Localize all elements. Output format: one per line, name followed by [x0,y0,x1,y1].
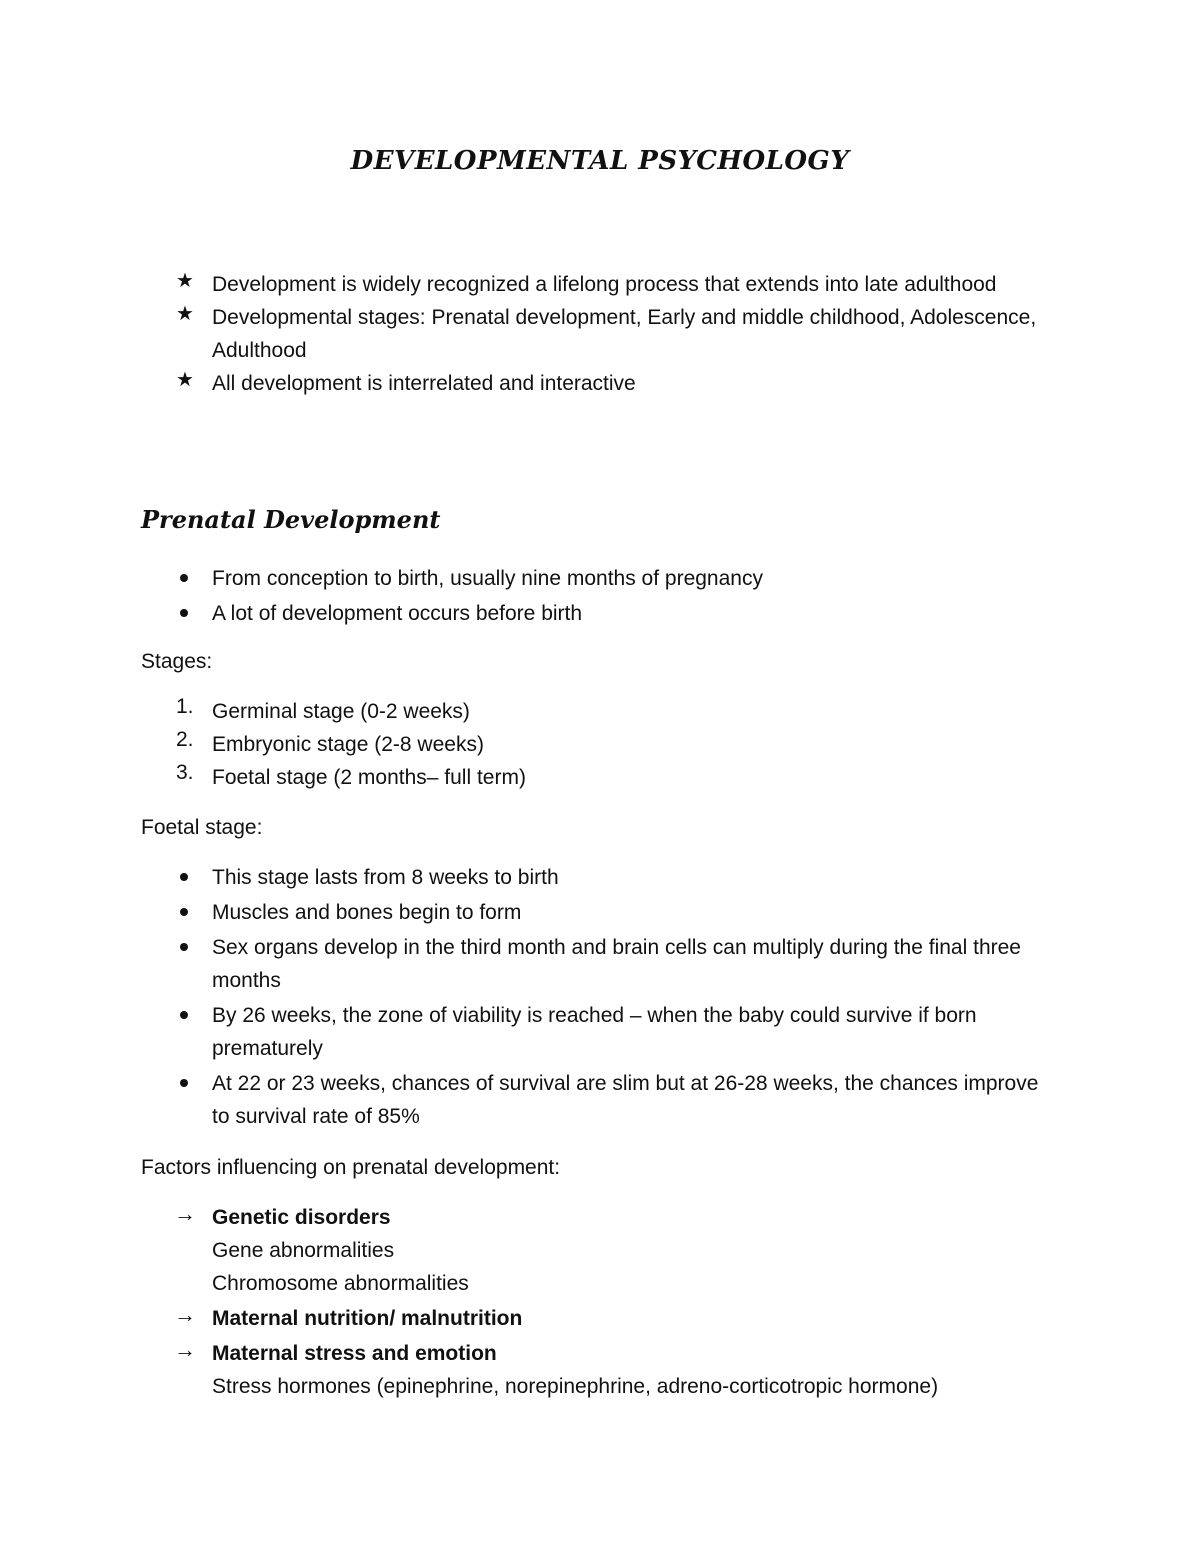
arrow-right-icon: → [174,1201,196,1226]
list-item [0,999,1200,1065]
list-item [0,761,1200,794]
list-number: 3. [176,761,194,784]
bullet-dot-icon [176,1067,188,1093]
list-item-text: Foetal stage (2 months– full term) [212,766,526,789]
bullet-dot-icon [176,597,188,623]
prenatal-bullet-list [0,562,1200,630]
list-item [0,1201,1200,1300]
list-item [0,1302,1200,1335]
list-number: 1. [176,695,194,718]
list-item-text: Sex organs develop in the third month and brain cells can multiply during the final three months [212,936,1021,992]
bullet-dot-icon [176,931,188,957]
factors-list [0,1201,1200,1403]
intro-bullet-list [0,268,1200,400]
list-item-text: Germinal stage (0-2 weeks) [212,700,470,723]
list-item-text: Muscles and bones begin to form [212,901,522,924]
list-item [0,597,1200,630]
list-item [0,728,1200,761]
list-item-text: From conception to birth, usually nine months of pregnancy [212,567,763,590]
bullet-dot-icon [176,861,188,887]
list-item-text: Development is widely recognized a lifelong process that extends into late adulthood [212,273,997,296]
list-item [0,695,1200,728]
list-item-text: By 26 weeks, the zone of viability is reached – when the baby could survive if born prematurely [212,1004,977,1060]
list-item [0,1067,1200,1133]
list-item [0,562,1200,595]
factor-detail: Chromosome abnormalities [212,1272,469,1295]
factor-title: Genetic disorders [212,1206,391,1229]
list-item [0,896,1200,929]
factor-detail: Stress hormones (epinephrine, norepinephrine, adreno-corticotropic hormone) [212,1375,939,1398]
stages-list [0,695,1200,794]
list-item [0,861,1200,894]
section-heading: Prenatal Development [141,505,441,534]
bullet-dot-icon [176,999,188,1025]
list-item [0,1337,1200,1403]
arrow-right-icon: → [174,1337,196,1362]
list-item-text: A lot of development occurs before birth [212,602,583,625]
factor-detail: Gene abnormalities [212,1239,395,1262]
list-item [0,367,1200,400]
factors-label: Factors influencing on prenatal development: [141,1156,561,1179]
list-item [0,268,1200,301]
list-item [0,931,1200,997]
arrow-right-icon: → [174,1302,196,1327]
star-icon: ★ [176,369,194,391]
list-number: 2. [176,728,194,751]
list-item [0,301,1200,367]
bullet-dot-icon [176,896,188,922]
list-item-text: Embryonic stage (2-8 weeks) [212,733,484,756]
list-item-text: This stage lasts from 8 weeks to birth [212,866,559,889]
page-title: DEVELOPMENTAL PSYCHOLOGY [350,146,850,176]
foetal-stage-label: Foetal stage: [141,816,263,839]
star-icon: ★ [176,270,194,292]
factor-title: Maternal nutrition/ malnutrition [212,1307,523,1330]
star-icon: ★ [176,303,194,325]
bullet-dot-icon [176,562,188,588]
list-item-text: All development is interrelated and interactive [212,372,636,395]
stages-label: Stages: [141,650,213,673]
factor-title: Maternal stress and emotion [212,1342,497,1365]
list-item-text: Developmental stages: Prenatal development, Early and middle childhood, Adolescence, Adulthood [212,306,1037,362]
foetal-bullet-list [0,861,1200,1133]
list-item-text: At 22 or 23 weeks, chances of survival are slim but at 26-28 weeks, the chances improve to survival rate of 85% [212,1072,1039,1128]
